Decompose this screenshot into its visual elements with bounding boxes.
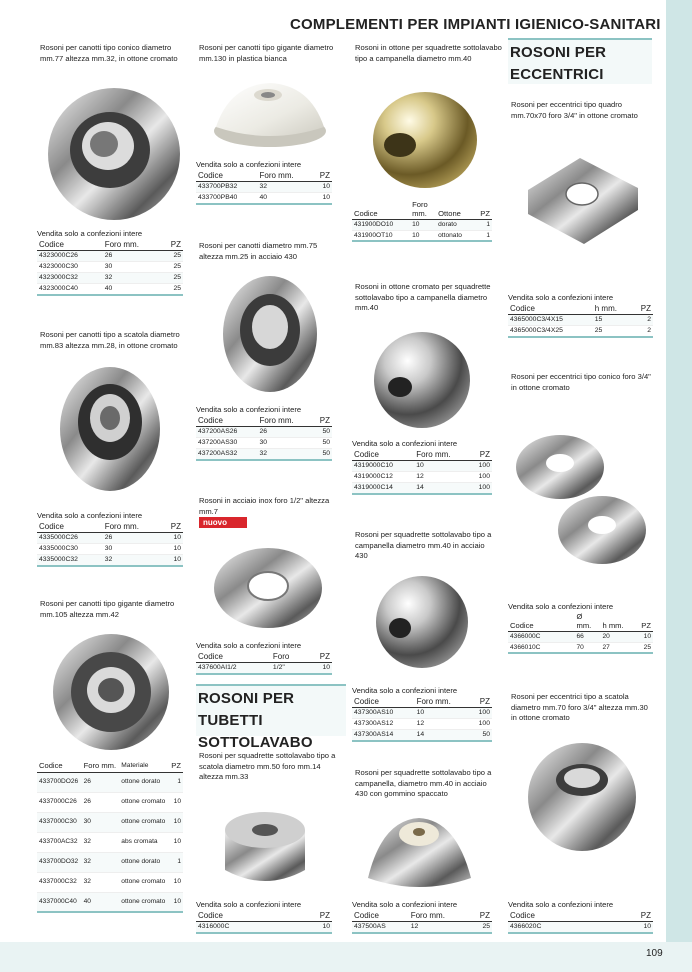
product-desc-p5: Rosoni per canotti diametro mm.75 altezza mm.25 in acciaio 430 xyxy=(199,241,318,261)
product-desc-p13: Rosoni per eccentrici tipo conico foro 3/4" in ottone cromato xyxy=(511,372,651,392)
box-eccentric-rosette-image xyxy=(525,740,640,855)
col-header: PZ xyxy=(632,303,653,315)
table-row xyxy=(37,872,183,892)
table-row xyxy=(196,922,332,934)
table-row xyxy=(37,555,183,567)
sale-note: Vendita solo a confezioni intere xyxy=(37,229,143,238)
col-header: Codice xyxy=(352,910,409,922)
col-header: Codice xyxy=(37,761,82,772)
sale-note: Vendita solo a confezioni intere xyxy=(352,686,458,695)
sale-note: Vendita solo a confezioni intere xyxy=(508,602,614,611)
col-header: Foro xyxy=(271,651,307,663)
cell: 437500AS xyxy=(352,922,409,934)
col-header: PZ xyxy=(627,612,654,632)
table-row xyxy=(37,251,183,262)
cell: 437300AS14 xyxy=(352,730,415,742)
cell: 100 xyxy=(470,472,492,483)
product-desc-p4: Rosoni per canotti tipo gigante diametro mm.130 in plastica bianca xyxy=(199,43,334,63)
table-p6 xyxy=(196,641,332,675)
col-header: Codice xyxy=(196,170,257,182)
table-row xyxy=(37,772,183,792)
cell: 4323000C30 xyxy=(37,262,103,273)
cell: 4316000C xyxy=(196,922,293,934)
col-header: PZ xyxy=(161,239,183,251)
product-desc-p7: Rosoni per squadrette sottolavabo tipo a scatola diametro mm.50 foro mm.14 altezza mm.33 xyxy=(199,751,336,781)
product-desc-p11: Rosoni per squadrette sottolavabo tipo a campanella, diametro mm.40 in acciaio 430 con gommino spaccato xyxy=(355,768,492,798)
col-header: PZ xyxy=(307,651,332,663)
table-row xyxy=(196,449,332,461)
table-row xyxy=(37,792,183,812)
col-header: Codice xyxy=(508,612,575,632)
table-p8 xyxy=(352,200,492,242)
table-p12 xyxy=(508,293,653,338)
cell: 4335000C26 xyxy=(37,533,103,544)
col-header: PZ xyxy=(312,170,332,182)
cell: 100 xyxy=(470,461,492,472)
sale-note: Vendita solo a confezioni intere xyxy=(352,439,458,448)
table-p11 xyxy=(352,900,492,934)
cell: 433700PB40 xyxy=(196,193,257,205)
col-header: Codice xyxy=(352,200,410,220)
cell: 32 xyxy=(82,872,120,892)
table-row xyxy=(352,483,492,495)
cell: 100 xyxy=(470,719,492,730)
cell: 40 xyxy=(257,193,311,205)
cell: 10 xyxy=(161,555,183,567)
product-desc-p9: Rosoni in ottone cromato per squadrette sottolavabo tipo a campanella diametro mm.40 xyxy=(355,282,491,312)
product-desc-p12: Rosoni per eccentrici tipo quadro mm.70x70 foro 3/4" in ottone cromato xyxy=(511,100,638,120)
cell: 4335000C32 xyxy=(37,555,103,567)
white-rosette-image xyxy=(210,75,330,150)
col-header: Foro mm. xyxy=(410,200,436,220)
col-header: PZ xyxy=(470,696,492,708)
cell: 100 xyxy=(470,708,492,719)
cell: 25 xyxy=(161,262,183,273)
cell: 437200AS32 xyxy=(196,449,257,461)
table-row xyxy=(37,832,183,852)
cell: 32 xyxy=(103,273,162,284)
table-row xyxy=(508,922,653,934)
cell: 30 xyxy=(82,812,120,832)
cell: ottonato xyxy=(436,230,473,241)
cell: 50 xyxy=(312,427,332,438)
col-header: Codice xyxy=(352,696,415,708)
product-desc-p14: Rosoni per eccentrici tipo a scatola diametro mm.70 foro 3/4" altezza mm.30 in ottone cromato xyxy=(511,692,648,722)
cell: 32 xyxy=(257,182,311,193)
table-p1 xyxy=(37,229,183,296)
cell: 4365000C3/4X15 xyxy=(508,315,593,326)
table-row xyxy=(37,262,183,273)
col-header: PZ xyxy=(293,910,332,922)
table-p9 xyxy=(352,439,492,495)
cell: 431900DO10 xyxy=(352,220,410,231)
col-header: Codice xyxy=(196,415,257,427)
table-row xyxy=(352,230,492,241)
cell: 32 xyxy=(82,852,120,872)
product-desc-p3: Rosoni per canotti tipo gigante diametro mm.105 altezza mm.42 xyxy=(40,599,175,619)
cell: 4365000C3/4X25 xyxy=(508,326,593,338)
cell: 4323000C26 xyxy=(37,251,103,262)
table-row xyxy=(352,730,492,742)
table-row xyxy=(196,663,332,675)
sale-note: Vendita solo a confezioni intere xyxy=(352,900,458,909)
cell: 25 xyxy=(161,251,183,262)
box-rosette-image xyxy=(55,362,165,497)
col-header: Foro mm. xyxy=(257,170,311,182)
box-tube-rosette-image xyxy=(215,800,315,895)
cell: 10 xyxy=(307,663,332,675)
cell: 1 xyxy=(169,852,183,872)
sale-note: Vendita solo a confezioni intere xyxy=(37,511,143,520)
cell: 10 xyxy=(169,812,183,832)
col-header: Foro mm. xyxy=(257,415,311,427)
cell: 437200AS26 xyxy=(196,427,257,438)
page-title: COMPLEMENTI PER IMPIANTI IGIENICO-SANITARI xyxy=(290,16,661,33)
col-header: PZ xyxy=(611,910,653,922)
table-row xyxy=(37,544,183,555)
cell: 4366010C xyxy=(508,642,575,653)
cell: 12 xyxy=(415,719,470,730)
cell: 15 xyxy=(593,315,632,326)
cell: 30 xyxy=(257,438,311,449)
page-sidebar-band xyxy=(666,0,692,972)
cell: ottone cromato xyxy=(119,872,169,892)
cell: 1/2" xyxy=(271,663,307,675)
table-p2 xyxy=(37,511,183,567)
cell: 50 xyxy=(312,449,332,461)
section-heading-eccentrici: ROSONI PER ECCENTRICI xyxy=(508,38,652,84)
table-p7 xyxy=(196,900,332,934)
cell: 50 xyxy=(312,438,332,449)
sale-note: Vendita solo a confezioni intere xyxy=(196,641,302,650)
bottom-band xyxy=(0,942,692,972)
col-header: Codice xyxy=(196,651,271,663)
cell: 4319000C14 xyxy=(352,483,414,495)
col-header: Foro mm. xyxy=(103,521,162,533)
cell: 10 xyxy=(169,892,183,912)
col-header: PZ xyxy=(470,449,492,461)
cell: 32 xyxy=(82,832,120,852)
cell: 66 xyxy=(575,632,601,643)
cell: ottone cromato xyxy=(119,892,169,912)
rubber-bell-rosette-image xyxy=(362,808,477,898)
cell: ottone cromato xyxy=(119,792,169,812)
product-desc-p2: Rosoni per canotti tipo a scatola diametro mm.83 altezza mm.28, in ottone cromato xyxy=(40,330,180,350)
new-badge: nuovo xyxy=(199,517,247,528)
cell: 4319000C12 xyxy=(352,472,414,483)
table-row xyxy=(352,220,492,231)
table-row xyxy=(196,193,332,205)
cell: 4366020C xyxy=(508,922,611,934)
cell: 2 xyxy=(632,326,653,338)
col-header: Codice xyxy=(508,303,593,315)
cell: ottone dorato xyxy=(119,772,169,792)
cell: ottone dorato xyxy=(119,852,169,872)
conical-rosette-image xyxy=(42,80,182,225)
col-header: Codice xyxy=(37,521,103,533)
cell: 12 xyxy=(409,922,470,934)
table-row xyxy=(508,632,653,643)
product-desc-p6: Rosoni in acciaio inox foro 1/2" altezza mm.7 xyxy=(199,496,330,516)
cell: 4323000C40 xyxy=(37,284,103,296)
cell: 437300AS10 xyxy=(352,708,415,719)
col-header: PZ xyxy=(474,200,492,220)
cell: 433700DO26 xyxy=(37,772,82,792)
col-header: PZ xyxy=(161,521,183,533)
cell: 433700PB32 xyxy=(196,182,257,193)
cell: 10 xyxy=(410,230,436,241)
col-header: Materiale xyxy=(119,761,169,772)
cell: 26 xyxy=(257,427,311,438)
square-rosette-image xyxy=(520,150,645,250)
col-header: PZ xyxy=(312,415,332,427)
table-row xyxy=(37,892,183,912)
cell: 10 xyxy=(611,922,653,934)
cell: 14 xyxy=(415,730,470,742)
cell: 10 xyxy=(414,461,469,472)
cell: 433700DO32 xyxy=(37,852,82,872)
page-number: 109 xyxy=(646,948,663,959)
conical-eccentric-rosettes-image xyxy=(510,425,650,575)
cell: 10 xyxy=(169,832,183,852)
cell: 32 xyxy=(257,449,311,461)
col-header: Codice xyxy=(508,910,611,922)
cell: 50 xyxy=(470,730,492,742)
col-header: Codice xyxy=(352,449,414,461)
col-header: PZ xyxy=(469,910,492,922)
table-row xyxy=(37,273,183,284)
steel-rosette-image xyxy=(220,272,320,397)
col-header: Foro mm. xyxy=(409,910,470,922)
table-row xyxy=(508,642,653,653)
cell: 25 xyxy=(593,326,632,338)
cell: 433700AC32 xyxy=(37,832,82,852)
cell: 26 xyxy=(82,792,120,812)
table-row xyxy=(352,922,492,934)
cell: 10 xyxy=(169,792,183,812)
table-row xyxy=(508,315,653,326)
table-row xyxy=(196,182,332,193)
cell: 14 xyxy=(414,483,469,495)
col-header: Foro mm. xyxy=(415,696,470,708)
cell: 20 xyxy=(601,632,627,643)
cell: 10 xyxy=(169,872,183,892)
cell: 10 xyxy=(627,632,654,643)
flat-inox-rosette-image xyxy=(212,540,324,630)
table-p10 xyxy=(352,686,492,742)
sale-note: Vendita solo a confezioni intere xyxy=(508,900,614,909)
table-p13 xyxy=(508,602,653,654)
col-header: Foro mm. xyxy=(414,449,469,461)
table-row xyxy=(352,708,492,719)
cell: 100 xyxy=(470,483,492,495)
cell: 10 xyxy=(312,182,332,193)
cell: 1 xyxy=(474,230,492,241)
cell: 10 xyxy=(161,544,183,555)
chrome-bell-rosette-image xyxy=(372,325,472,430)
product-desc-p1: Rosoni per canotti tipo conico diametro mm.77 altezza mm.32, in ottone cromato xyxy=(40,43,178,63)
table-row xyxy=(37,533,183,544)
cell: 26 xyxy=(103,251,162,262)
product-desc-p10: Rosoni per squadrette sottolavabo tipo a campanella diametro mm.40 in acciaio 430 xyxy=(355,530,492,560)
cell: 4337000C40 xyxy=(37,892,82,912)
cell: 32 xyxy=(103,555,162,567)
cell: 4319000C10 xyxy=(352,461,414,472)
cell: 10 xyxy=(161,533,183,544)
cell: 2 xyxy=(632,315,653,326)
cell: 4366000C xyxy=(508,632,575,643)
cell: 4337000C26 xyxy=(37,792,82,812)
col-header: Foro mm. xyxy=(103,239,162,251)
cell: 431900OT10 xyxy=(352,230,410,241)
cell: 10 xyxy=(410,220,436,231)
cell: 10 xyxy=(415,708,470,719)
cell: abs cromata xyxy=(119,832,169,852)
section-heading-tubetti: ROSONI PER TUBETTI SOTTOLAVABO xyxy=(196,684,346,736)
table-row xyxy=(37,284,183,296)
cell: 27 xyxy=(601,642,627,653)
cell: 10 xyxy=(293,922,332,934)
cell: 1 xyxy=(169,772,183,792)
cell: 437600AI1/2 xyxy=(196,663,271,675)
col-header: h mm. xyxy=(601,612,627,632)
cell: 30 xyxy=(103,544,162,555)
cell: 437200AS30 xyxy=(196,438,257,449)
gold-bell-rosette-image xyxy=(370,85,480,190)
table-p4 xyxy=(196,160,332,205)
cell: dorato xyxy=(436,220,473,231)
cell: 70 xyxy=(575,642,601,653)
table-row xyxy=(37,852,183,872)
cell: 26 xyxy=(103,533,162,544)
giant-rosette-image xyxy=(50,630,172,755)
col-header: h mm. xyxy=(593,303,632,315)
steel-bell-rosette-image xyxy=(372,570,472,670)
cell: 30 xyxy=(103,262,162,273)
table-row xyxy=(196,438,332,449)
cell: 40 xyxy=(103,284,162,296)
cell: 12 xyxy=(414,472,469,483)
table-p14 xyxy=(508,900,653,934)
col-header: Foro mm. xyxy=(82,761,120,772)
cell: 40 xyxy=(82,892,120,912)
col-header: Ottone xyxy=(436,200,473,220)
sale-note: Vendita solo a confezioni intere xyxy=(196,900,302,909)
table-row xyxy=(352,461,492,472)
sale-note: Vendita solo a confezioni intere xyxy=(508,293,614,302)
sale-note: Vendita solo a confezioni intere xyxy=(196,160,302,169)
cell: 10 xyxy=(312,193,332,205)
sale-note: Vendita solo a confezioni intere xyxy=(196,405,302,414)
table-row xyxy=(352,472,492,483)
cell: 4323000C32 xyxy=(37,273,103,284)
table-p3 xyxy=(37,761,183,913)
table-row xyxy=(508,326,653,338)
table-row xyxy=(196,427,332,438)
cell: 26 xyxy=(82,772,120,792)
col-header: PZ xyxy=(169,761,183,772)
cell: 25 xyxy=(469,922,492,934)
table-row xyxy=(352,719,492,730)
table-row xyxy=(37,812,183,832)
cell: 25 xyxy=(627,642,654,653)
cell: 437300AS12 xyxy=(352,719,415,730)
cell: 25 xyxy=(161,273,183,284)
product-desc-p8: Rosoni in ottone per squadrette sottolavabo tipo a campanella diametro mm.40 xyxy=(355,43,502,63)
table-p5 xyxy=(196,405,332,461)
cell: 4337000C30 xyxy=(37,812,82,832)
cell: 4337000C32 xyxy=(37,872,82,892)
col-header: Ø mm. xyxy=(575,612,601,632)
cell: ottone cromato xyxy=(119,812,169,832)
cell: 1 xyxy=(474,220,492,231)
cell: 4335000C30 xyxy=(37,544,103,555)
col-header: Codice xyxy=(196,910,293,922)
cell: 25 xyxy=(161,284,183,296)
col-header: Codice xyxy=(37,239,103,251)
